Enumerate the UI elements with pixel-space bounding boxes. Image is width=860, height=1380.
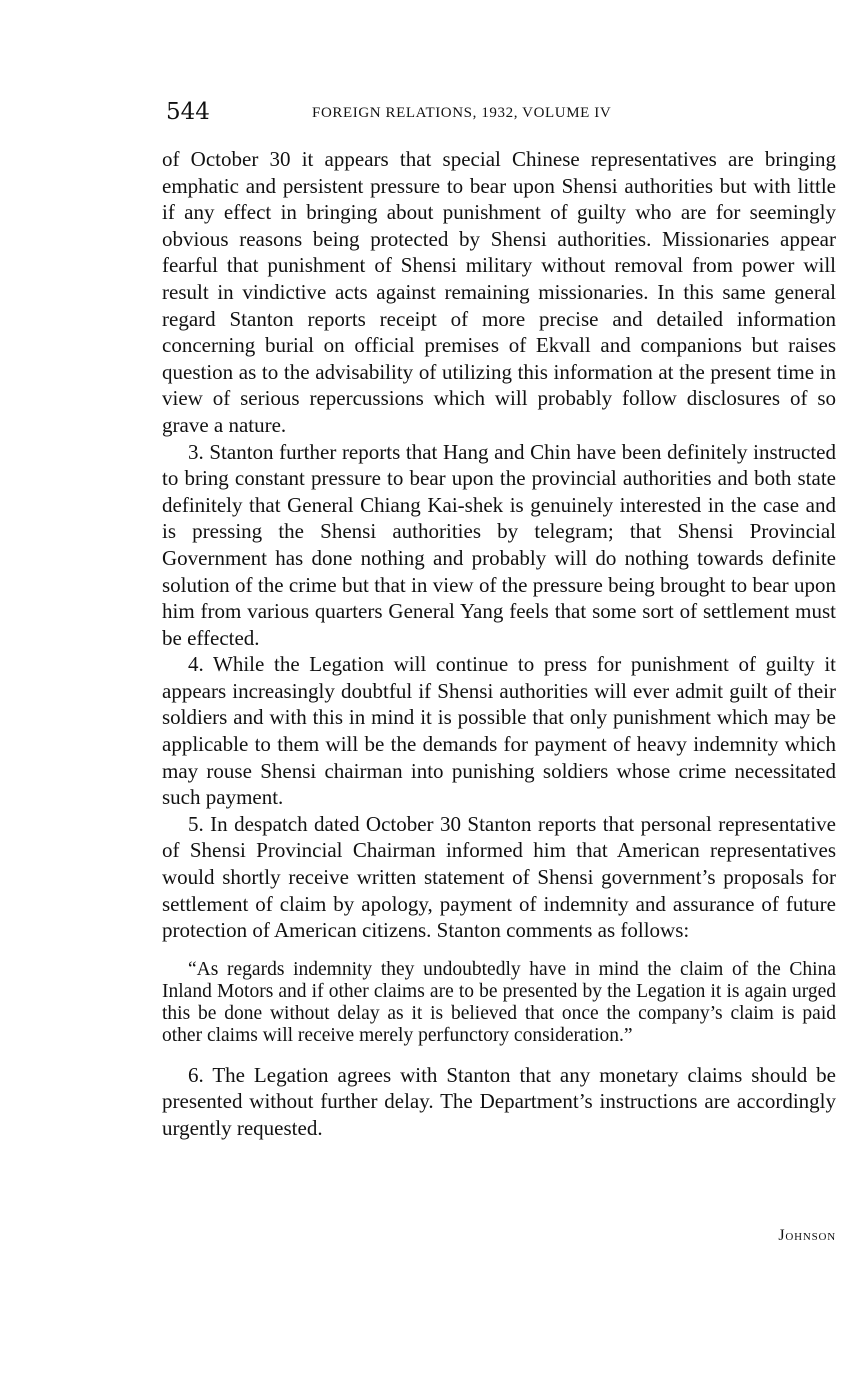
block-quote: “As regards indemnity they undoubtedly have in mind the claim of the China Inland Motors and if other claims are to be presented by the Legation it is again urged this be done without delay as it is believed that once the company’s claim is paid other claims will receive merely perfunctory consideration.”: [162, 958, 836, 1047]
paragraph-5: 5. In despatch dated October 30 Stanton reports that personal representative of Shensi Provincial Chairman informed him that American representatives would shortly receive written statement of Shensi government’s proposals for settlement of claim by apology, payment of indemnity and assurance of future protection of American citizens. Stanton comments as follows:: [162, 811, 836, 943]
running-header: [162, 96, 836, 130]
running-title: FOREIGN RELATIONS, 1932, VOLUME IV: [312, 105, 612, 121]
paragraph-4: 4. While the Legation will continue to press for punishment of guilty it appears increasingly doubtful if Shensi authorities will ever admit guilt of their soldiers and with this in mind it is possible that only punishment which may be applicable to them will be the demands for payment of heavy indemnity which may rouse Shensi chairman into punishing soldiers whose crime necessitated such payment.: [162, 652, 836, 810]
paragraph-continued: of October 30 it appears that special Chinese representatives are bringing emphatic and persistent pressure to bear upon Shensi authorities but with little if any effect in bringing about punishment of guilty who are for seemingly obvious reasons being protected by Shensi authorities. Missionaries appear fearful that punishment of Shensi military without removal from power will result in vindictive acts against remaining missionaries. In this same general regard Stanton reports receipt of more precise and detailed information concerning burial on official premises of Ekvall and companions but raises question as to the advisability of utilizing this information at the present time in view of serious repercussions which will probably follow disclosures of so grave a nature.: [162, 147, 836, 437]
body-text: [162, 146, 836, 1141]
paragraph-6: 6. The Legation agrees with Stanton that any monetary claims should be presented without further delay. The Department’s instructions are accordingly urgently requested.: [162, 1062, 836, 1140]
page-number: 544: [166, 99, 210, 125]
signature: Johnson: [778, 1227, 836, 1244]
paragraph-3: 3. Stanton further reports that Hang and Chin have been definitely instructed to bring constant pressure to bear upon the provincial authorities and both state definitely that General Chiang Kai-shek is genuinely interested in the case and is pressing the Shensi authorities by telegram; that Shensi Provincial Government has done nothing and probably will do nothing towards definite solution of the crime but that in view of the pressure being brought to bear upon him from various quarters General Yang feels that some sort of settlement must be effected.: [162, 439, 836, 650]
